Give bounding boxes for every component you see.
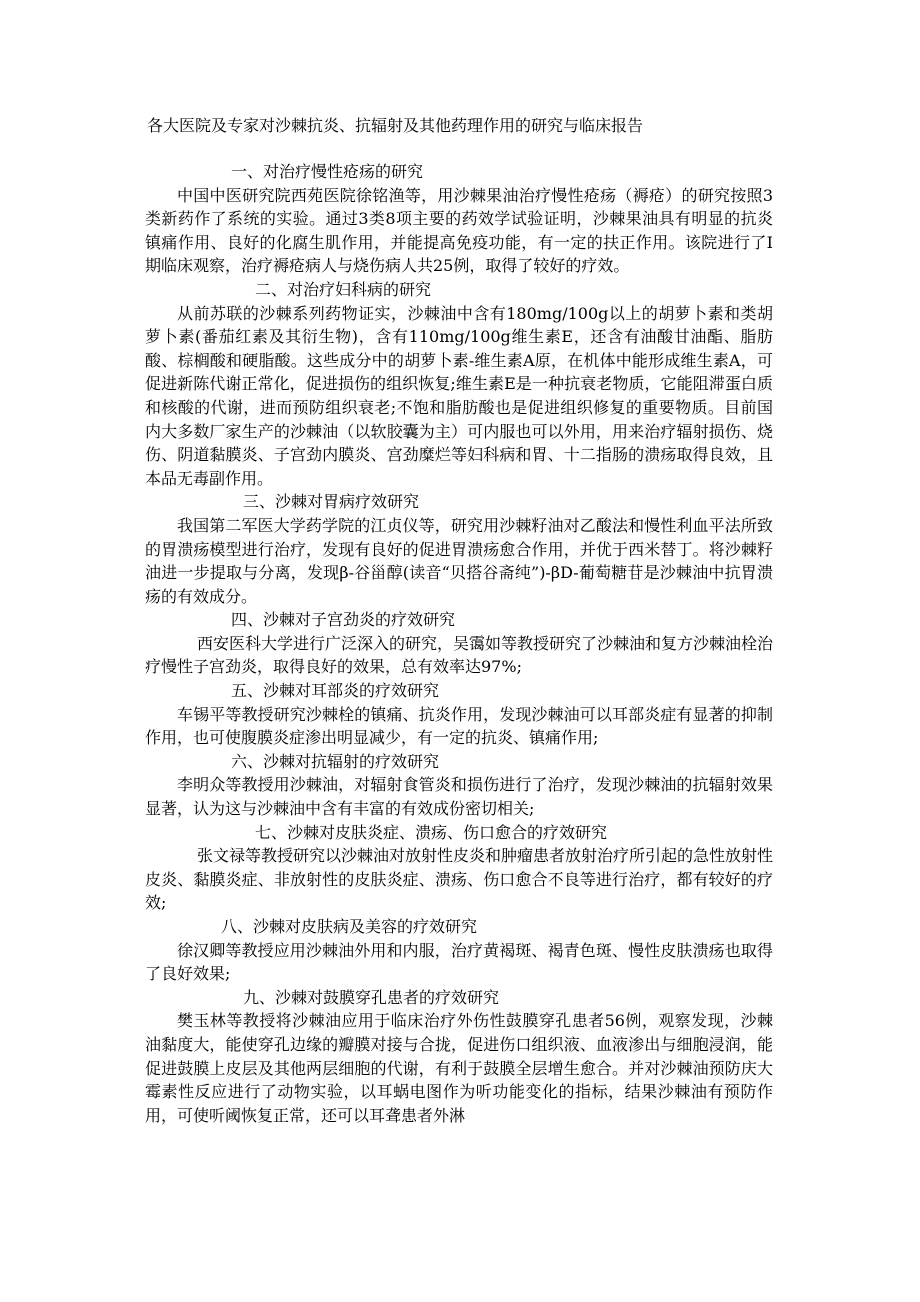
section-1 — [145, 160, 773, 278]
document-title: 各大医院及专家对沙棘抗炎、抗辐射及其他药理作用的研究与临床报告 — [147, 116, 644, 135]
section-4 — [145, 608, 773, 679]
section-heading: 二、对治疗妇科病的研究 — [255, 279, 432, 299]
section-paragraph: 中国中医研究院西苑医院徐铭渔等，用沙棘果油治疗慢性疮疡（褥疮）的研究按照3类新药作了系统的实验。通过3类8项主要的药效学试验证明，沙棘果油具有明显的抗炎镇痛作用、良好的化腐生肌作用，并能提高免疫功能，有一定的扶正作用。该院进行了I期临床观察，治疗褥疮病人与烧伤病人共25例，取得了较好的疗效。 — [145, 185, 773, 276]
section-6 — [145, 750, 773, 821]
section-paragraph: 樊玉林等教授将沙棘油应用于临床治疗外伤性鼓膜穿孔患者56例，观察发现，沙棘油黏度大，能使穿孔边缘的瓣膜对接与合拢，促进伤口组织液、血液渗出与细胞浸润，能促进鼓膜上皮层及其他两层细胞的代谢，有利于鼓膜全层增生愈合。并对沙棘油预防庆大霉素性反应进行了动物实验，以耳蜗电图作为听功能变化的指标，结果沙棘油有预防作用，可使听阈恢复正常，还可以耳聋患者外淋 — [145, 1011, 773, 1125]
section-8 — [145, 915, 773, 986]
section-paragraph: 从前苏联的沙棘系列药物证实，沙棘油中含有180mg/100g以上的胡萝卜素和类胡萝卜素(番茄红素及其衍生物)，含有110mg/100g维生素E，还含有油酸甘油酯、脂肪酸、棕榈酸和硬脂酸。这些成分中的胡萝卜素-维生素A原，在机体中能形成维生素A，可促进新陈代谢正常化，促进损伤的组织恢复;维生素E是一种抗衰老物质，它能阻滞蛋白质和核酸的代谢，进而预防组织衰老;不饱和脂肪酸也是促进组织修复的重要物质。目前国内大多数厂家生产的沙棘油（以软胶囊为主）可内服也可以外用，用来治疗辐射损伤、烧伤、阴道黏膜炎、子宫劲内膜炎、宫劲糜烂等妇科病和胃、十二指肠的溃疡取得良效，且本品无毒副作用。 — [145, 303, 773, 488]
section-7 — [145, 821, 773, 915]
section-3 — [145, 490, 773, 608]
section-paragraph: 车锡平等教授研究沙棘栓的镇痛、抗炎作用，发现沙棘油可以耳部炎症有显著的抑制作用，也可使腹膜炎症渗出明显减少，有一定的抗炎、镇痛作用; — [145, 704, 773, 748]
section-heading: 三、沙棘对胃病疗效研究 — [243, 492, 420, 512]
section-heading: 八、沙棘对皮肤病及美容的疗效研究 — [221, 917, 478, 936]
section-heading: 六、沙棘对抗辐射的疗效研究 — [231, 751, 440, 771]
section-2 — [145, 278, 773, 490]
section-heading: 四、沙棘对子宫劲炎的疗效研究 — [231, 610, 456, 630]
document-page — [145, 114, 773, 1127]
section-9 — [145, 986, 773, 1128]
section-5 — [145, 679, 773, 750]
section-heading: 一、对治疗慢性疮疡的研究 — [231, 162, 424, 181]
section-heading: 七、沙棘对皮肤炎症、溃疡、伤口愈合的疗效研究 — [255, 822, 608, 842]
section-heading: 五、沙棘对耳部炎的疗效研究 — [231, 681, 440, 701]
section-paragraph: 西安医科大学进行广泛深入的研究，吴霭如等教授研究了沙棘油和复方沙棘油栓治疗慢性子宫劲炎，取得良好的效果，总有效率达97%; — [145, 633, 774, 677]
section-paragraph: 徐汉卿等教授应用沙棘油外用和内服，治疗黄褐斑、褐青色斑、慢性皮肤溃疡也取得了良好效果; — [145, 940, 773, 984]
section-paragraph: 我国第二军医大学药学院的江贞仪等，研究用沙棘籽油对乙酸法和慢性利血平法所致的胃溃疡模型进行治疗，发现有良好的促进胃溃疡愈合作用，并优于西米替丁。将沙棘籽油进一步提取与分离，发现β-谷甾醇(读音“贝搭谷斋纯”)-βD-葡萄糖苷是沙棘油中抗胃溃疡的有效成分。 — [145, 515, 773, 606]
section-heading: 九、沙棘对鼓膜穿孔患者的疗效研究 — [243, 987, 500, 1007]
section-paragraph: 李明众等教授用沙棘油，对辐射食管炎和损伤进行了治疗，发现沙棘油的抗辐射效果显著，认为这与沙棘油中含有丰富的有效成份密切相关; — [145, 775, 773, 819]
section-paragraph: 张文禄等教授研究以沙棘油对放射性皮炎和肿瘤患者放射治疗所引起的急性放射性皮炎、黏膜炎症、非放射性的皮肤炎症、溃疡、伤口愈合不良等进行治疗，都有较好的疗效; — [145, 846, 774, 913]
